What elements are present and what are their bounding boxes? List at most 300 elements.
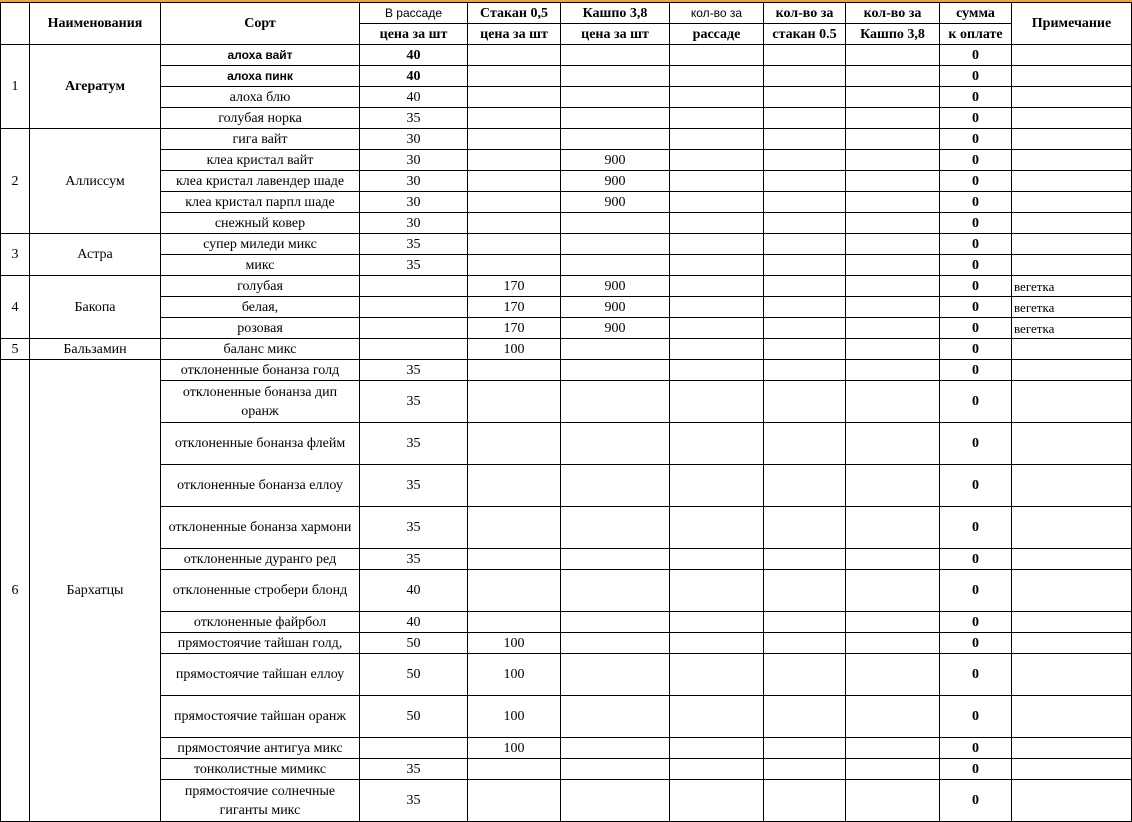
qty-rassada-cell[interactable] xyxy=(670,234,764,255)
table-row xyxy=(1,780,1132,822)
price-rassada-cell[interactable]: 40 xyxy=(360,612,468,633)
group-number-cell[interactable]: 5 xyxy=(1,339,30,360)
price-kashpo-cell[interactable] xyxy=(561,507,670,549)
qty-rassada-cell[interactable] xyxy=(670,633,764,654)
price-stakan-cell[interactable] xyxy=(468,171,561,192)
qty-kashpo-cell[interactable] xyxy=(846,654,940,696)
group-number-cell[interactable]: 6 xyxy=(1,360,30,822)
note-cell[interactable] xyxy=(1012,108,1132,129)
qty-stakan-cell[interactable] xyxy=(764,276,846,297)
sum-cell[interactable]: 0 xyxy=(940,129,1012,150)
price-rassada-cell[interactable] xyxy=(360,339,468,360)
note-cell[interactable] xyxy=(1012,633,1132,654)
header-kol-kashpo[interactable]: кол-во за xyxy=(846,3,940,24)
qty-kashpo-cell[interactable] xyxy=(846,129,940,150)
sort-cell[interactable]: отклоненные файрбол xyxy=(161,612,360,633)
sort-cell[interactable]: прямостоячие тайшан голд, xyxy=(161,633,360,654)
price-kashpo-cell[interactable]: 900 xyxy=(561,297,670,318)
sort-cell[interactable]: прямостоячие антигуа микс xyxy=(161,738,360,759)
header-note[interactable]: Примечание xyxy=(1012,3,1132,45)
price-stakan-cell[interactable] xyxy=(468,780,561,822)
qty-kashpo-cell[interactable] xyxy=(846,255,940,276)
price-kashpo-cell[interactable] xyxy=(561,423,670,465)
qty-kashpo-cell[interactable] xyxy=(846,633,940,654)
price-rassada-cell[interactable]: 30 xyxy=(360,213,468,234)
note-cell[interactable] xyxy=(1012,150,1132,171)
price-rassada-cell[interactable]: 35 xyxy=(360,255,468,276)
note-cell[interactable] xyxy=(1012,759,1132,780)
sum-cell[interactable]: 0 xyxy=(940,780,1012,822)
header-num-cell[interactable] xyxy=(1,3,30,45)
qty-kashpo-cell[interactable] xyxy=(846,87,940,108)
price-kashpo-cell[interactable] xyxy=(561,654,670,696)
note-cell[interactable] xyxy=(1012,192,1132,213)
sum-cell[interactable]: 0 xyxy=(940,213,1012,234)
price-stakan-cell[interactable] xyxy=(468,549,561,570)
sort-cell[interactable]: белая, xyxy=(161,297,360,318)
note-cell[interactable] xyxy=(1012,255,1132,276)
qty-rassada-cell[interactable] xyxy=(670,45,764,66)
note-cell[interactable] xyxy=(1012,654,1132,696)
price-rassada-cell[interactable]: 35 xyxy=(360,759,468,780)
sum-cell[interactable]: 0 xyxy=(940,339,1012,360)
sum-cell[interactable]: 0 xyxy=(940,255,1012,276)
price-rassada-cell[interactable] xyxy=(360,738,468,759)
price-stakan-cell[interactable]: 170 xyxy=(468,318,561,339)
qty-stakan-cell[interactable] xyxy=(764,213,846,234)
sum-cell[interactable]: 0 xyxy=(940,45,1012,66)
qty-kashpo-cell[interactable] xyxy=(846,192,940,213)
sort-cell[interactable]: прямостоячие солнечные гиганты микс xyxy=(161,780,360,822)
subheader-kol-rassada[interactable]: рассаде xyxy=(670,24,764,45)
sum-cell[interactable]: 0 xyxy=(940,465,1012,507)
sort-cell[interactable]: алоха вайт xyxy=(161,45,360,66)
qty-stakan-cell[interactable] xyxy=(764,570,846,612)
table-row xyxy=(1,276,1132,297)
note-cell[interactable] xyxy=(1012,171,1132,192)
qty-rassada-cell[interactable] xyxy=(670,171,764,192)
qty-stakan-cell[interactable] xyxy=(764,45,846,66)
price-rassada-cell[interactable]: 35 xyxy=(360,234,468,255)
price-stakan-cell[interactable] xyxy=(468,759,561,780)
group-name-cell[interactable]: Аллиссум xyxy=(30,129,161,234)
sum-cell[interactable]: 0 xyxy=(940,66,1012,87)
qty-rassada-cell[interactable] xyxy=(670,738,764,759)
sort-cell[interactable]: отклоненные стробери блонд xyxy=(161,570,360,612)
note-cell[interactable] xyxy=(1012,423,1132,465)
note-cell[interactable] xyxy=(1012,87,1132,108)
sum-cell[interactable]: 0 xyxy=(940,360,1012,381)
header-kol-rassada[interactable]: кол-во за xyxy=(670,3,764,24)
sort-cell[interactable]: розовая xyxy=(161,318,360,339)
sum-cell[interactable]: 0 xyxy=(940,276,1012,297)
price-kashpo-cell[interactable] xyxy=(561,570,670,612)
sum-cell[interactable]: 0 xyxy=(940,192,1012,213)
sort-cell[interactable]: отклоненные бонанза голд xyxy=(161,360,360,381)
qty-rassada-cell[interactable] xyxy=(670,297,764,318)
qty-rassada-cell[interactable] xyxy=(670,360,764,381)
qty-stakan-cell[interactable] xyxy=(764,780,846,822)
qty-rassada-cell[interactable] xyxy=(670,423,764,465)
header-name[interactable]: Наименования xyxy=(30,3,161,45)
qty-kashpo-cell[interactable] xyxy=(846,465,940,507)
sum-cell[interactable]: 0 xyxy=(940,423,1012,465)
qty-rassada-cell[interactable] xyxy=(670,318,764,339)
sum-cell[interactable]: 0 xyxy=(940,234,1012,255)
sort-cell[interactable]: клеа кристал вайт xyxy=(161,150,360,171)
price-rassada-cell[interactable]: 35 xyxy=(360,108,468,129)
price-rassada-cell[interactable]: 50 xyxy=(360,633,468,654)
sum-cell[interactable]: 0 xyxy=(940,549,1012,570)
qty-rassada-cell[interactable] xyxy=(670,276,764,297)
price-stakan-cell[interactable] xyxy=(468,87,561,108)
note-cell[interactable] xyxy=(1012,570,1132,612)
qty-rassada-cell[interactable] xyxy=(670,213,764,234)
qty-kashpo-cell[interactable] xyxy=(846,339,940,360)
price-stakan-cell[interactable]: 100 xyxy=(468,633,561,654)
sort-cell[interactable]: голубая норка xyxy=(161,108,360,129)
note-cell[interactable] xyxy=(1012,360,1132,381)
sort-cell[interactable]: баланс микс xyxy=(161,339,360,360)
sort-cell[interactable]: отклоненные бонанза дип оранж xyxy=(161,381,360,423)
qty-stakan-cell[interactable] xyxy=(764,234,846,255)
price-kashpo-cell[interactable] xyxy=(561,360,670,381)
price-rassada-cell[interactable]: 30 xyxy=(360,171,468,192)
price-kashpo-cell[interactable] xyxy=(561,87,670,108)
qty-stakan-cell[interactable] xyxy=(764,171,846,192)
price-kashpo-cell[interactable]: 900 xyxy=(561,276,670,297)
price-rassada-cell[interactable]: 40 xyxy=(360,87,468,108)
qty-stakan-cell[interactable] xyxy=(764,738,846,759)
qty-kashpo-cell[interactable] xyxy=(846,507,940,549)
qty-rassada-cell[interactable] xyxy=(670,612,764,633)
qty-kashpo-cell[interactable] xyxy=(846,150,940,171)
price-stakan-cell[interactable] xyxy=(468,108,561,129)
sort-cell[interactable]: прямостоячие тайшан еллоу xyxy=(161,654,360,696)
qty-kashpo-cell[interactable] xyxy=(846,171,940,192)
qty-stakan-cell[interactable] xyxy=(764,633,846,654)
note-cell[interactable] xyxy=(1012,612,1132,633)
note-cell[interactable]: вегетка xyxy=(1012,276,1132,297)
sum-cell[interactable]: 0 xyxy=(940,150,1012,171)
price-stakan-cell[interactable]: 100 xyxy=(468,654,561,696)
sum-cell[interactable]: 0 xyxy=(940,633,1012,654)
qty-rassada-cell[interactable] xyxy=(670,780,764,822)
price-kashpo-cell[interactable] xyxy=(561,255,670,276)
qty-rassada-cell[interactable] xyxy=(670,759,764,780)
group-name-cell[interactable]: Бархатцы xyxy=(30,360,161,822)
price-rassada-cell[interactable]: 40 xyxy=(360,45,468,66)
price-stakan-cell[interactable] xyxy=(468,66,561,87)
sum-cell[interactable]: 0 xyxy=(940,507,1012,549)
header-kol-stakan[interactable]: кол-во за xyxy=(764,3,846,24)
sort-cell[interactable]: микс xyxy=(161,255,360,276)
qty-kashpo-cell[interactable] xyxy=(846,759,940,780)
qty-stakan-cell[interactable] xyxy=(764,255,846,276)
qty-stakan-cell[interactable] xyxy=(764,108,846,129)
price-rassada-cell[interactable]: 30 xyxy=(360,150,468,171)
table-row xyxy=(1,171,1132,192)
subheader-kol-stakan[interactable]: стакан 0.5 xyxy=(764,24,846,45)
qty-stakan-cell[interactable] xyxy=(764,381,846,423)
price-kashpo-cell[interactable] xyxy=(561,759,670,780)
qty-rassada-cell[interactable] xyxy=(670,654,764,696)
price-rassada-cell[interactable]: 40 xyxy=(360,570,468,612)
qty-kashpo-cell[interactable] xyxy=(846,108,940,129)
sum-cell[interactable]: 0 xyxy=(940,87,1012,108)
header-summa[interactable]: сумма xyxy=(940,3,1012,24)
group-number-cell[interactable]: 2 xyxy=(1,129,30,234)
group-name-cell[interactable]: Агератум xyxy=(30,45,161,129)
header-kashpo[interactable]: Кашпо 3,8 xyxy=(561,3,670,24)
sort-cell[interactable]: отклоненные бонанза флейм xyxy=(161,423,360,465)
price-rassada-cell[interactable]: 35 xyxy=(360,549,468,570)
price-stakan-cell[interactable] xyxy=(468,129,561,150)
price-stakan-cell[interactable] xyxy=(468,570,561,612)
price-stakan-cell[interactable]: 100 xyxy=(468,696,561,738)
group-name-cell[interactable]: Бальзамин xyxy=(30,339,161,360)
sum-cell[interactable]: 0 xyxy=(940,654,1012,696)
qty-stakan-cell[interactable] xyxy=(764,507,846,549)
table-row xyxy=(1,633,1132,654)
subheader-kol-kashpo[interactable]: Кашпо 3,8 xyxy=(846,24,940,45)
subheader-stakan[interactable]: цена за шт xyxy=(468,24,561,45)
price-kashpo-cell[interactable] xyxy=(561,66,670,87)
qty-rassada-cell[interactable] xyxy=(670,129,764,150)
table-row xyxy=(1,612,1132,633)
price-stakan-cell[interactable] xyxy=(468,465,561,507)
qty-rassada-cell[interactable] xyxy=(670,255,764,276)
group-name-cell[interactable]: Бакопа xyxy=(30,276,161,339)
note-cell[interactable] xyxy=(1012,213,1132,234)
price-stakan-cell[interactable] xyxy=(468,612,561,633)
price-rassada-cell[interactable]: 35 xyxy=(360,465,468,507)
note-cell[interactable] xyxy=(1012,381,1132,423)
note-cell[interactable] xyxy=(1012,738,1132,759)
sort-cell[interactable]: алоха блю xyxy=(161,87,360,108)
qty-rassada-cell[interactable] xyxy=(670,339,764,360)
header-rassada[interactable]: В рассаде xyxy=(360,3,468,24)
qty-stakan-cell[interactable] xyxy=(764,612,846,633)
qty-stakan-cell[interactable] xyxy=(764,129,846,150)
price-kashpo-cell[interactable]: 900 xyxy=(561,171,670,192)
group-number-cell[interactable]: 4 xyxy=(1,276,30,339)
sort-cell[interactable]: отклоненные бонанза хармони xyxy=(161,507,360,549)
price-rassada-cell[interactable] xyxy=(360,297,468,318)
qty-stakan-cell[interactable] xyxy=(764,150,846,171)
price-kashpo-cell[interactable] xyxy=(561,381,670,423)
price-stakan-cell[interactable] xyxy=(468,192,561,213)
price-stakan-cell[interactable] xyxy=(468,360,561,381)
price-kashpo-cell[interactable] xyxy=(561,129,670,150)
sum-cell[interactable]: 0 xyxy=(940,108,1012,129)
qty-stakan-cell[interactable] xyxy=(764,339,846,360)
qty-kashpo-cell[interactable] xyxy=(846,738,940,759)
qty-rassada-cell[interactable] xyxy=(670,381,764,423)
sum-cell[interactable]: 0 xyxy=(940,759,1012,780)
price-rassada-cell[interactable] xyxy=(360,318,468,339)
price-kashpo-cell[interactable] xyxy=(561,234,670,255)
price-stakan-cell[interactable] xyxy=(468,150,561,171)
sort-cell[interactable]: тонколистные мимикс xyxy=(161,759,360,780)
price-kashpo-cell[interactable]: 900 xyxy=(561,192,670,213)
header-sort[interactable]: Сорт xyxy=(161,3,360,45)
qty-kashpo-cell[interactable] xyxy=(846,66,940,87)
price-kashpo-cell[interactable] xyxy=(561,549,670,570)
qty-stakan-cell[interactable] xyxy=(764,465,846,507)
note-cell[interactable] xyxy=(1012,66,1132,87)
qty-stakan-cell[interactable] xyxy=(764,66,846,87)
price-kashpo-cell[interactable] xyxy=(561,465,670,507)
sort-cell[interactable]: снежный ковер xyxy=(161,213,360,234)
sum-cell[interactable]: 0 xyxy=(940,738,1012,759)
qty-stakan-cell[interactable] xyxy=(764,759,846,780)
price-stakan-cell[interactable]: 100 xyxy=(468,738,561,759)
price-rassada-cell[interactable]: 40 xyxy=(360,66,468,87)
price-stakan-cell[interactable] xyxy=(468,423,561,465)
qty-stakan-cell[interactable] xyxy=(764,192,846,213)
price-rassada-cell[interactable]: 35 xyxy=(360,381,468,423)
price-kashpo-cell[interactable] xyxy=(561,696,670,738)
qty-kashpo-cell[interactable] xyxy=(846,297,940,318)
sum-cell[interactable]: 0 xyxy=(940,696,1012,738)
price-stakan-cell[interactable]: 170 xyxy=(468,276,561,297)
sum-cell[interactable]: 0 xyxy=(940,318,1012,339)
group-number-cell[interactable]: 3 xyxy=(1,234,30,276)
qty-kashpo-cell[interactable] xyxy=(846,570,940,612)
price-stakan-cell[interactable] xyxy=(468,255,561,276)
qty-kashpo-cell[interactable] xyxy=(846,612,940,633)
qty-kashpo-cell[interactable] xyxy=(846,423,940,465)
price-kashpo-cell[interactable] xyxy=(561,780,670,822)
sort-cell[interactable]: отклоненные дуранго ред xyxy=(161,549,360,570)
note-cell[interactable] xyxy=(1012,129,1132,150)
price-kashpo-cell[interactable]: 900 xyxy=(561,150,670,171)
price-kashpo-cell[interactable] xyxy=(561,45,670,66)
subheader-kashpo[interactable]: цена за шт xyxy=(561,24,670,45)
price-stakan-cell[interactable] xyxy=(468,45,561,66)
table-row xyxy=(1,255,1132,276)
price-stakan-cell[interactable] xyxy=(468,234,561,255)
note-cell[interactable] xyxy=(1012,45,1132,66)
sort-cell[interactable]: клеа кристал лавендер шаде xyxy=(161,171,360,192)
sum-cell[interactable]: 0 xyxy=(940,570,1012,612)
note-cell[interactable]: вегетка xyxy=(1012,318,1132,339)
qty-kashpo-cell[interactable] xyxy=(846,45,940,66)
qty-stakan-cell[interactable] xyxy=(764,696,846,738)
note-cell[interactable] xyxy=(1012,696,1132,738)
qty-rassada-cell[interactable] xyxy=(670,66,764,87)
sum-cell[interactable]: 0 xyxy=(940,297,1012,318)
price-rassada-cell[interactable]: 30 xyxy=(360,192,468,213)
qty-rassada-cell[interactable] xyxy=(670,108,764,129)
qty-rassada-cell[interactable] xyxy=(670,507,764,549)
price-rassada-cell[interactable]: 50 xyxy=(360,696,468,738)
qty-kashpo-cell[interactable] xyxy=(846,696,940,738)
price-stakan-cell[interactable] xyxy=(468,507,561,549)
price-stakan-cell[interactable] xyxy=(468,381,561,423)
price-table xyxy=(0,2,1132,822)
sum-cell[interactable]: 0 xyxy=(940,612,1012,633)
price-rassada-cell[interactable]: 30 xyxy=(360,129,468,150)
note-cell[interactable] xyxy=(1012,465,1132,507)
qty-stakan-cell[interactable] xyxy=(764,87,846,108)
qty-rassada-cell[interactable] xyxy=(670,87,764,108)
sum-cell[interactable]: 0 xyxy=(940,381,1012,423)
price-kashpo-cell[interactable] xyxy=(561,108,670,129)
price-kashpo-cell[interactable] xyxy=(561,339,670,360)
qty-kashpo-cell[interactable] xyxy=(846,318,940,339)
qty-kashpo-cell[interactable] xyxy=(846,276,940,297)
qty-rassada-cell[interactable] xyxy=(670,549,764,570)
sum-cell[interactable]: 0 xyxy=(940,171,1012,192)
price-kashpo-cell[interactable] xyxy=(561,633,670,654)
qty-rassada-cell[interactable] xyxy=(670,192,764,213)
qty-kashpo-cell[interactable] xyxy=(846,234,940,255)
price-kashpo-cell[interactable] xyxy=(561,738,670,759)
qty-rassada-cell[interactable] xyxy=(670,696,764,738)
qty-stakan-cell[interactable] xyxy=(764,423,846,465)
price-rassada-cell[interactable]: 35 xyxy=(360,780,468,822)
sort-cell[interactable]: супер миледи микс xyxy=(161,234,360,255)
qty-rassada-cell[interactable] xyxy=(670,465,764,507)
price-rassada-cell[interactable]: 50 xyxy=(360,654,468,696)
sort-cell[interactable]: клеа кристал парпл шаде xyxy=(161,192,360,213)
group-name-cell[interactable]: Астра xyxy=(30,234,161,276)
table-row xyxy=(1,759,1132,780)
qty-kashpo-cell[interactable] xyxy=(846,549,940,570)
subheader-summa[interactable]: к оплате xyxy=(940,24,1012,45)
price-kashpo-cell[interactable] xyxy=(561,213,670,234)
group-number-cell[interactable]: 1 xyxy=(1,45,30,129)
sort-cell[interactable]: гига вайт xyxy=(161,129,360,150)
qty-stakan-cell[interactable] xyxy=(764,360,846,381)
qty-stakan-cell[interactable] xyxy=(764,297,846,318)
sort-cell[interactable]: алоха пинк xyxy=(161,66,360,87)
price-stakan-cell[interactable]: 170 xyxy=(468,297,561,318)
qty-stakan-cell[interactable] xyxy=(764,549,846,570)
qty-stakan-cell[interactable] xyxy=(764,318,846,339)
table-row xyxy=(1,570,1132,612)
note-cell[interactable] xyxy=(1012,507,1132,549)
qty-rassada-cell[interactable] xyxy=(670,570,764,612)
header-stakan[interactable]: Стакан 0,5 xyxy=(468,3,561,24)
qty-kashpo-cell[interactable] xyxy=(846,360,940,381)
sort-cell[interactable]: голубая xyxy=(161,276,360,297)
note-cell[interactable] xyxy=(1012,234,1132,255)
price-rassada-cell[interactable]: 35 xyxy=(360,507,468,549)
price-kashpo-cell[interactable] xyxy=(561,612,670,633)
sort-cell[interactable]: прямостоячие тайшан оранж xyxy=(161,696,360,738)
note-cell[interactable]: вегетка xyxy=(1012,297,1132,318)
subheader-rassada[interactable]: цена за шт xyxy=(360,24,468,45)
price-rassada-cell[interactable] xyxy=(360,276,468,297)
price-rassada-cell[interactable]: 35 xyxy=(360,423,468,465)
qty-stakan-cell[interactable] xyxy=(764,654,846,696)
note-cell[interactable] xyxy=(1012,339,1132,360)
note-cell[interactable] xyxy=(1012,780,1132,822)
qty-rassada-cell[interactable] xyxy=(670,150,764,171)
qty-kashpo-cell[interactable] xyxy=(846,213,940,234)
qty-kashpo-cell[interactable] xyxy=(846,381,940,423)
price-kashpo-cell[interactable]: 900 xyxy=(561,318,670,339)
price-stakan-cell[interactable]: 100 xyxy=(468,339,561,360)
sort-cell[interactable]: отклоненные бонанза еллоу xyxy=(161,465,360,507)
qty-kashpo-cell[interactable] xyxy=(846,780,940,822)
price-rassada-cell[interactable]: 35 xyxy=(360,360,468,381)
price-stakan-cell[interactable] xyxy=(468,213,561,234)
note-cell[interactable] xyxy=(1012,549,1132,570)
